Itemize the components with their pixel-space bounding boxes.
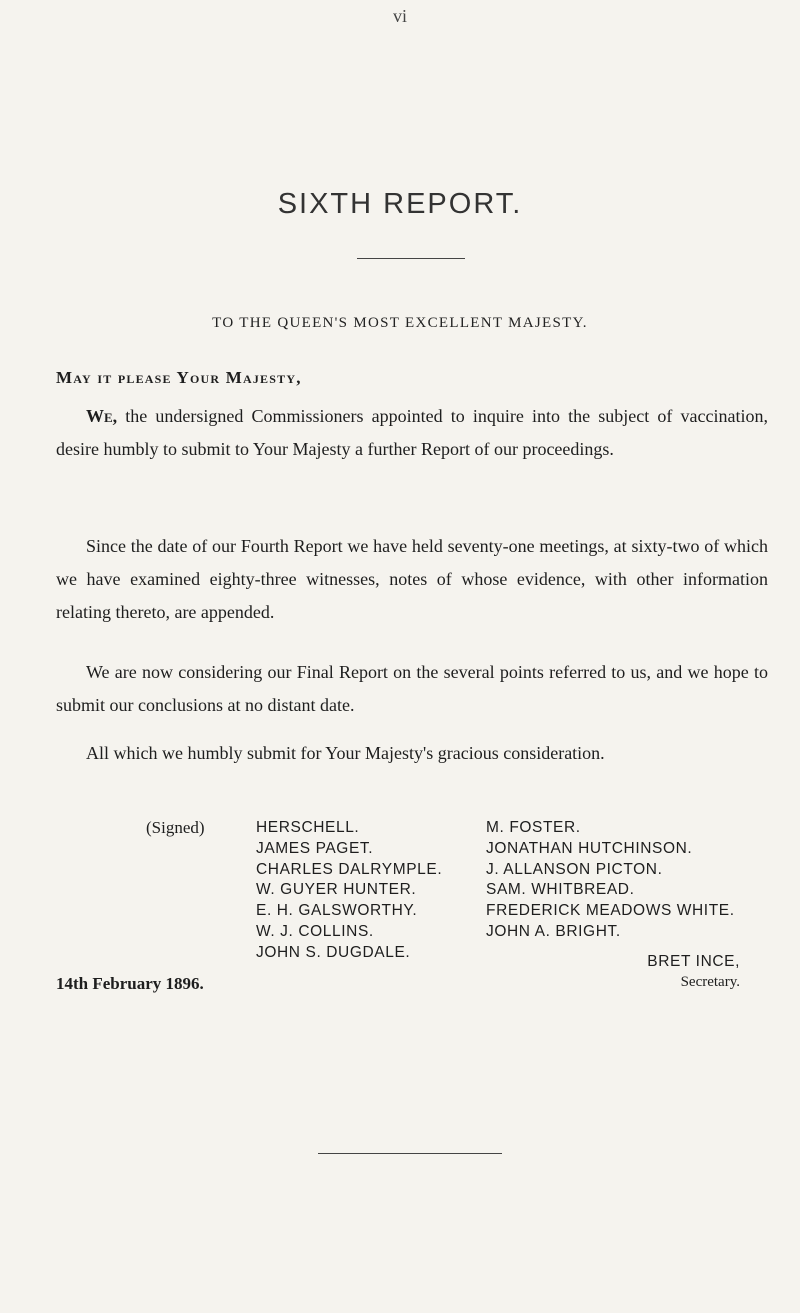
secretary-block bbox=[620, 951, 740, 993]
signatory: JONATHAN HUTCHINSON. bbox=[486, 839, 693, 857]
signatory: W. J. COLLINS. bbox=[256, 922, 374, 940]
signatory: W. GUYER HUNTER. bbox=[256, 881, 417, 899]
signatory: E. H. GALSWORTHY. bbox=[256, 902, 418, 920]
secretary-role: Secretary. bbox=[680, 974, 740, 990]
signatory: FREDERICK MEADOWS WHITE. bbox=[486, 902, 735, 920]
signatory: JOHN A. BRIGHT. bbox=[486, 922, 621, 940]
signatory: JOHN S. DUGDALE. bbox=[256, 943, 411, 961]
signatory: HERSCHELL. bbox=[256, 819, 360, 836]
report-title: SIXTH REPORT. bbox=[277, 188, 523, 220]
footer-divider bbox=[318, 1153, 502, 1154]
paragraph-3-text: We are now considering our Final Report on the several points referred to us, and we hope to submit our conclusions at no distant date. bbox=[56, 662, 768, 715]
signatory: JAMES PAGET. bbox=[256, 839, 374, 857]
page-number: vi bbox=[392, 6, 407, 26]
signed-label: (Signed) bbox=[146, 818, 205, 837]
signatory: J. ALLANSON PICTON. bbox=[486, 860, 663, 878]
paragraph-1 bbox=[56, 400, 768, 466]
signatory: SAM. WHITBREAD. bbox=[486, 881, 635, 899]
title-divider bbox=[357, 258, 465, 259]
signatory: M. FOSTER. bbox=[486, 819, 581, 836]
secretary-name: BRET INCE, bbox=[647, 953, 740, 970]
address-line: TO THE QUEEN'S MOST EXCELLENT MAJESTY. bbox=[212, 315, 588, 331]
paragraph-2 bbox=[56, 530, 768, 629]
paragraph-1-lead: We, bbox=[86, 406, 118, 426]
paragraph-4 bbox=[56, 737, 768, 770]
paragraph-3 bbox=[56, 656, 768, 722]
paragraph-4-text: All which we humbly submit for Your Majesty's gracious consideration. bbox=[86, 743, 605, 763]
paragraph-2-text: Since the date of our Fourth Report we have held seventy-one meetings, at sixty-two of which we have examined eighty-three witnesses, notes of whose evidence, with other information relating thereto, are appended. bbox=[56, 536, 768, 622]
report-date: 14th February 1896. bbox=[56, 974, 204, 993]
signatories-left bbox=[256, 818, 442, 964]
salutation: May it please Your Majesty, bbox=[56, 368, 302, 387]
signatories-right bbox=[486, 818, 735, 943]
paragraph-1-text: the undersigned Commissioners appointed to inquire into the subject of vaccination, desire humbly to submit to Your Majesty a further Report of our proceedings. bbox=[56, 406, 768, 459]
signatory: CHARLES DALRYMPLE. bbox=[256, 860, 443, 878]
